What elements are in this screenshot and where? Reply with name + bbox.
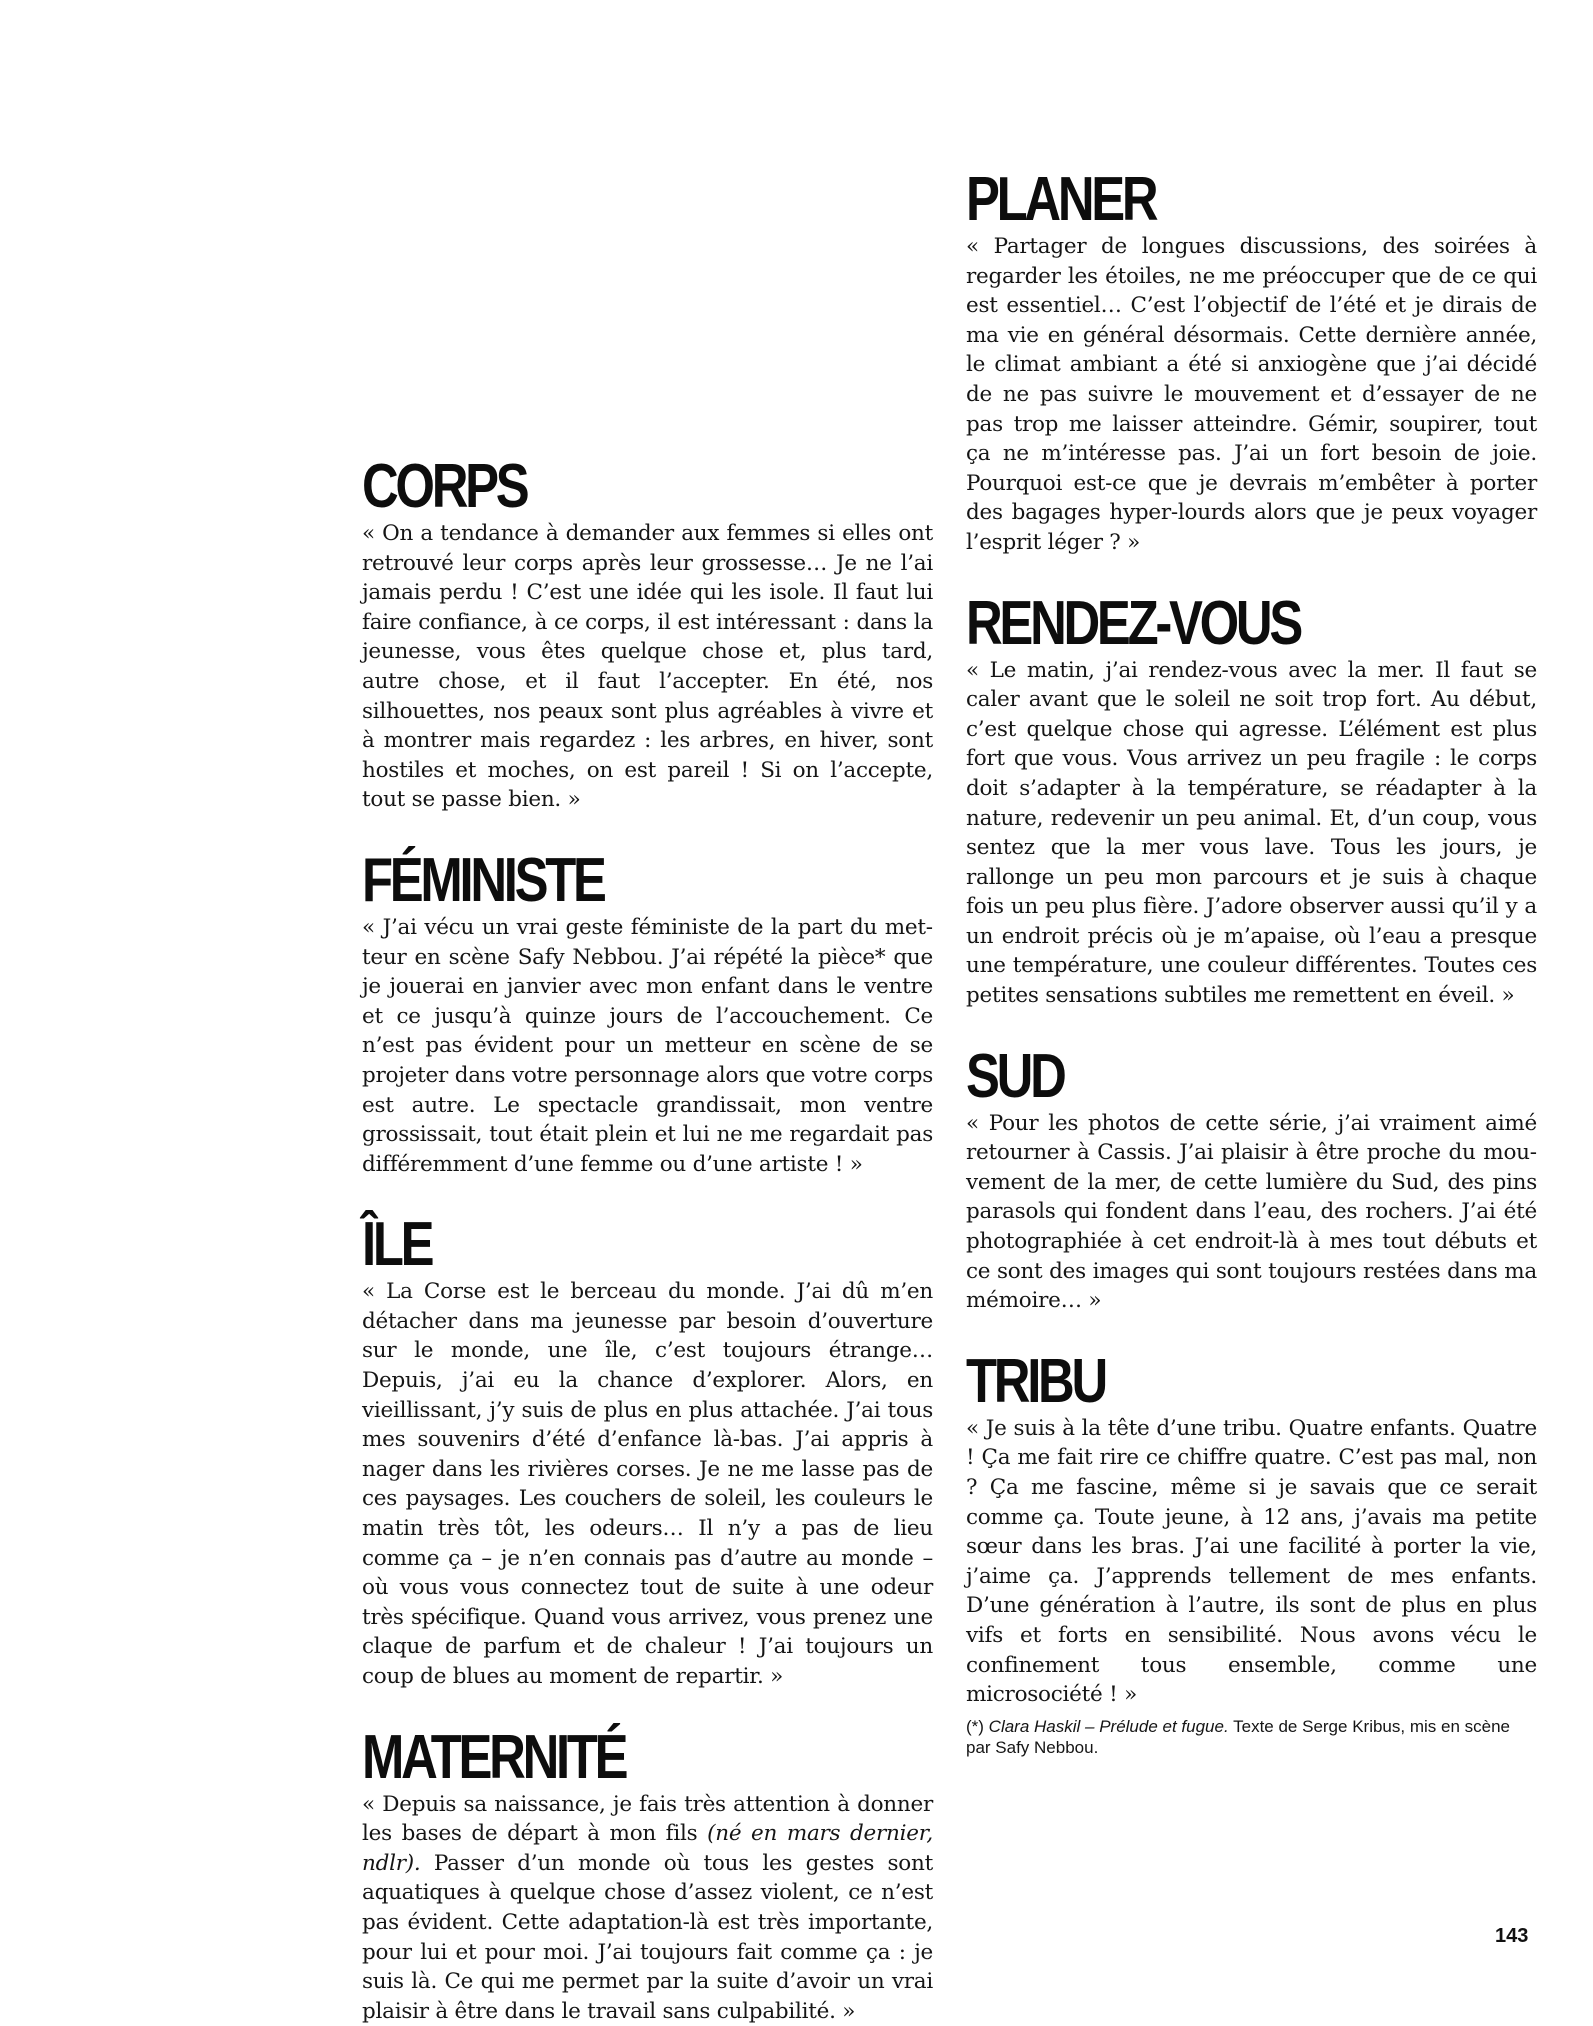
section-heading: SUD <box>966 1041 1064 1111</box>
section-corps <box>362 452 933 815</box>
section-heading: ÎLE <box>362 1210 432 1280</box>
footnote-title: Clara Haskil – Prélude et fugue. <box>988 1716 1229 1736</box>
section-heading: MATERNITÉ <box>362 1722 626 1792</box>
section-heading: FÉMINISTE <box>362 845 604 915</box>
section-heading: TRIBU <box>966 1346 1105 1416</box>
page-number: 143 <box>1495 1925 1529 1947</box>
body-text: « Depuis sa naissance, je fais très attention à donner les bases de départ à mon fils <box>362 1791 933 1847</box>
section-heading: CORPS <box>362 452 527 521</box>
section-heading: PLANER <box>966 165 1156 234</box>
section-body <box>362 1790 933 2026</box>
left-column <box>362 452 934 2026</box>
section-body: « Je suis à la tête d’une tribu. Quatre enfants. Quatre ! Ça me fait rire ce chiffre quatre. C’est pas mal, non ? Ça me fascine, même si je savais que ce serait comme ça. Toute jeune, à 12 ans, j’avais ma petite sœur dans les bras. J’ai une facilité à porter la vie, j’aime ça. J’apprends tellement de mes enfants. D’une génération à l’autre, ils sont de plus en plus vifs et forts en sensibilité. Nous avons vécu le confinement tous ensemble, comme une microsociété ! » <box>966 1415 1537 1708</box>
section-body: « Pour les photos de cette série, j’ai vraiment aimé retourner à Cassis. J’ai plaisir à être proche du mouvement de la mer, de cette lumière du Sud, des pins parasols qui fondent dans l’eau, des rochers. J’ai été photographiée à cet endroit-là à mes tout débuts et ce sont des images qui sont toujours restées dans ma mémoire… » <box>966 1110 1537 1314</box>
section-rendez-vous <box>966 588 1537 1011</box>
section-planer <box>966 165 1537 558</box>
section-body: « Le matin, j’ai rendez-vous avec la mer. Il faut se caler avant que le soleil ne soit trop fort. Au début, c’est quelque chose qui agresse. L’élément est plus fort que vous. Vous arrivez un peu fragile : le corps doit s’adapter à la température, se réadapter à la nature, redevenir un peu animal. Et, d’un coup, vous sentez que la mer vous lave. Tous les jours, je rallonge un peu mon parcours et je suis à chaque fois un peu plus fière. J’adore observer aussi qu’il y a un endroit précis où je m’apaise, où l’eau a presque une température, une couleur différentes. Toutes ces petites sensations subtiles me remettent en éveil. » <box>966 657 1537 1009</box>
section-sud <box>966 1041 1537 1316</box>
footnote <box>966 1716 1537 1758</box>
footnote-marker: (*) <box>966 1716 989 1736</box>
section-body: « La Corse est le berceau du monde. J’ai dû m’en détacher dans ma jeunesse par besoin d’ouverture sur le monde, une île, c’est toujours étrange… Depuis, j’ai eu la chance d’explorer. Alors, en vieillissant, j’y suis de plus en plus attachée. J’ai tous mes souvenirs d’été d’enfance là-bas. J’ai appris à nager dans les rivières corses. Je ne me lasse pas de ces paysages. Les couchers de soleil, les couleurs le matin très tôt, les odeurs… Il n’y a pas de lieu comme ça – je n’en connais pas d’autre au monde – où vous vous connectez tout de suite à une odeur très spécifique. Quand vous arrivez, vous prenez une claque de parfum et de chaleur ! J’ai toujours un coup de blues au moment de repartir. » <box>362 1279 933 1689</box>
right-column <box>966 165 1537 1758</box>
section-body: « Partager de longues discussions, des soirées à regarder les étoiles, ne me préoccuper que de ce qui est essentiel… C’est l’objectif de l’été et je dirais de ma vie en général désormais. Cette dernière année, le climat ambiant a été si anxiogène que j’ai décidé de ne pas suivre le mouvement et d’essayer de ne pas trop me laisser atteindre. Gémir, soupirer, tout ça ne m’intéresse pas. J’ai un fort besoin de joie. Pourquoi est-ce que je devrais m’embêter à porter des bagages hyper-lourds alors que je peux voyager l’esprit léger ? » <box>966 234 1537 555</box>
section-body: « J’ai vécu un vrai geste féministe de la part du metteur en scène Safy Nebbou. J’ai répété la pièce* que je jouerai en janvier avec mon enfant dans le ventre et ce jusqu’à quinze jours de l’accouchement. Ce n’est pas évident pour un metteur en scène de se projeter dans votre personnage alors que votre corps est autre. Le spectacle grandissait, mon ventre grossissait, tout était plein et lui ne me regardait pas différemment d’une femme ou d’une artiste ! » <box>362 914 933 1177</box>
footnote-text: Texte de Serge Kribus, mis en scène par Safy Nebbou. <box>966 1716 1510 1757</box>
body-text: Passer d’un monde où tous les gestes sont aquatiques à quelque chose d’assez violent, ce n’est pas évident. Cette adaptation-là est très importante, pour lui et pour moi. J’ai toujours fait comme ça : je suis là. Ce qui me permet par la suite d’avoir un vrai plaisir à être dans le travail sans culpabilité. » <box>362 1850 933 2024</box>
section-tribu <box>966 1346 1537 1710</box>
section-heading: RENDEZ-VOUS <box>966 588 1300 658</box>
editor-note: (né en mars dernier, ndlr). <box>362 1821 934 1876</box>
section-body: « On a tendance à demander aux femmes si elles ont retrouvé leur corps après leur grossesse… Je ne l’ai jamais perdu ! C’est une idée qui les isole. Il faut lui faire confiance, à ce corps, il est intéressant : dans la jeunesse, vous êtes quelque chose et, plus tard, autre chose, et il faut l’accepter. En été, nos silhouettes, nos peaux sont plus agréables à vivre et à montrer mais regardez : les arbres, en hiver, sont hostiles et moches, on est pareil ! Si on l’accepte, tout se passe bien. » <box>362 521 933 813</box>
section-ile <box>362 1210 933 1691</box>
section-feministe <box>362 845 933 1179</box>
section-maternite <box>362 1722 934 2026</box>
